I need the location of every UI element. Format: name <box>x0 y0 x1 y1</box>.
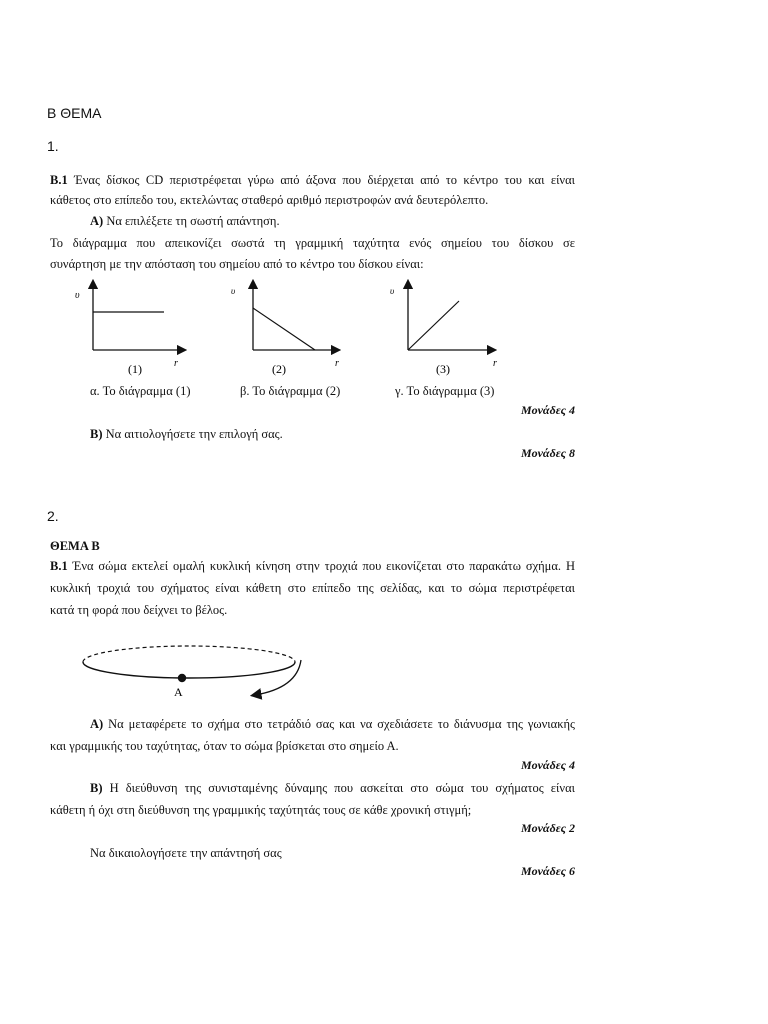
q1-graphs <box>60 278 520 378</box>
graph-2 <box>231 284 339 376</box>
q1-desc-line1: Το διάγραμμα που απεικονίζει σωστά τη γραμμική ταχύτητα ενός σημείου του δίσκου σε <box>50 236 575 250</box>
graph-2-ylabel: υ <box>231 286 236 296</box>
orbit-front-solid <box>83 662 295 678</box>
q2-partB-line2: κάθετη ή όχι στη διεύθυνση της γραμμικής ταχύτητάς τους σε κάθε χρονική στιγμή; <box>50 803 472 817</box>
q2-intro-line1 <box>50 556 575 576</box>
graph-1-caption: (1) <box>128 362 142 376</box>
q1-intro-line2: κάθετος στο επίπεδο του, εκτελώντας σταθερό αριθμό περιστροφών ανά δευτερόλεπτο. <box>50 193 489 207</box>
q2-theme: ΘΕΜΑ Β <box>50 539 100 553</box>
q2-partB-text1: Η διεύθυνση της συνισταμένης δύναμης που ασκείται στο σώμα του σχήματος είναι <box>109 781 575 795</box>
graph-3-line <box>408 301 459 350</box>
q2-marks-a: Μονάδες 4 <box>520 758 575 772</box>
graph-1-xlabel: r <box>174 358 178 369</box>
graph-3-caption: (3) <box>436 362 450 376</box>
question-number-1: 1. <box>47 138 59 154</box>
q2-label: Β.1 <box>50 559 68 573</box>
q1-partA-label: Α) <box>90 214 104 228</box>
q2-marks-b: Μονάδες 2 <box>520 821 575 835</box>
graph-2-line <box>253 308 315 350</box>
graph-2-caption: (2) <box>272 362 286 376</box>
q1-partB <box>90 424 283 444</box>
q2-intro-line2: κυκλική τροχιά του σχήματος είναι κάθετη στο επίπεδο της σελίδας, και το σώμα περιστρέφεται <box>50 581 575 595</box>
q1-partB-text: Να αιτιολογήσετε την επιλογή σας. <box>105 427 283 441</box>
option-b: β. Το διάγραμμα (2) <box>240 384 341 398</box>
graph-1 <box>75 284 182 376</box>
section-title: Β ΘΕΜΑ <box>47 105 102 121</box>
option-a: α. Το διάγραμμα (1) <box>90 384 191 398</box>
q2-justify-text: Να δικαιολογήσετε την απάντησή σας <box>90 846 282 860</box>
orbit-back-dashed <box>83 646 295 662</box>
q1-intro-line1 <box>50 170 575 190</box>
q2-marks-c: Μονάδες 6 <box>520 864 575 878</box>
q1-label: Β.1 <box>50 173 68 187</box>
graph-1-ylabel: υ <box>75 290 80 301</box>
q2-partA-text1: Να μεταφέρετε το σχήμα στο τετράδιό σας και να σχεδιάσετε το διάνυσμα της γωνιακής <box>108 717 575 731</box>
graph-3 <box>390 284 497 376</box>
q1-partB-label: Β) <box>90 427 103 441</box>
q2-intro-text1: Ένα σώμα εκτελεί ομαλή κυκλική κίνηση στην τροχιά που εικονίζεται στο παρακάτω σχήμα. Η <box>72 559 575 573</box>
q2-partB-label: Β) <box>90 781 103 795</box>
question-number-2: 2. <box>47 508 59 524</box>
rotation-direction-arrow <box>255 660 301 695</box>
graph-3-xlabel: r <box>493 358 497 369</box>
q1-partA-text: Να επιλέξετε τη σωστή απάντηση. <box>106 214 280 228</box>
q2-partA-line1 <box>90 714 575 734</box>
q1-marks-b: Μονάδες 8 <box>520 446 575 460</box>
graph-3-ylabel: υ <box>390 286 395 296</box>
q2-intro-line3: κατά τη φορά που δείχνει το βέλος. <box>50 603 228 617</box>
body-point-a <box>178 674 186 682</box>
q2-partA-label: Α) <box>90 717 104 731</box>
q1-desc-line2: συνάρτηση με την απόσταση του σημείου από το κέντρο του δίσκου είναι: <box>50 257 424 271</box>
option-c: γ. Το διάγραμμα (3) <box>395 384 495 398</box>
graph-2-xlabel: r <box>335 358 339 369</box>
q1-intro-text1: Ένας δίσκος CD περιστρέφεται γύρω από άξονα που διέρχεται από το κέντρο του και είναι <box>74 173 575 187</box>
q1-marks-a: Μονάδες 4 <box>520 403 575 417</box>
q2-partB-line1 <box>90 778 575 798</box>
q2-orbit-figure <box>75 636 335 704</box>
q1-partA <box>90 211 280 231</box>
q2-partA-line2: και γραμμικής του ταχύτητας, όταν το σώμα βρίσκεται στο σημείο Α. <box>50 739 399 753</box>
point-a-label: Α <box>174 685 183 699</box>
